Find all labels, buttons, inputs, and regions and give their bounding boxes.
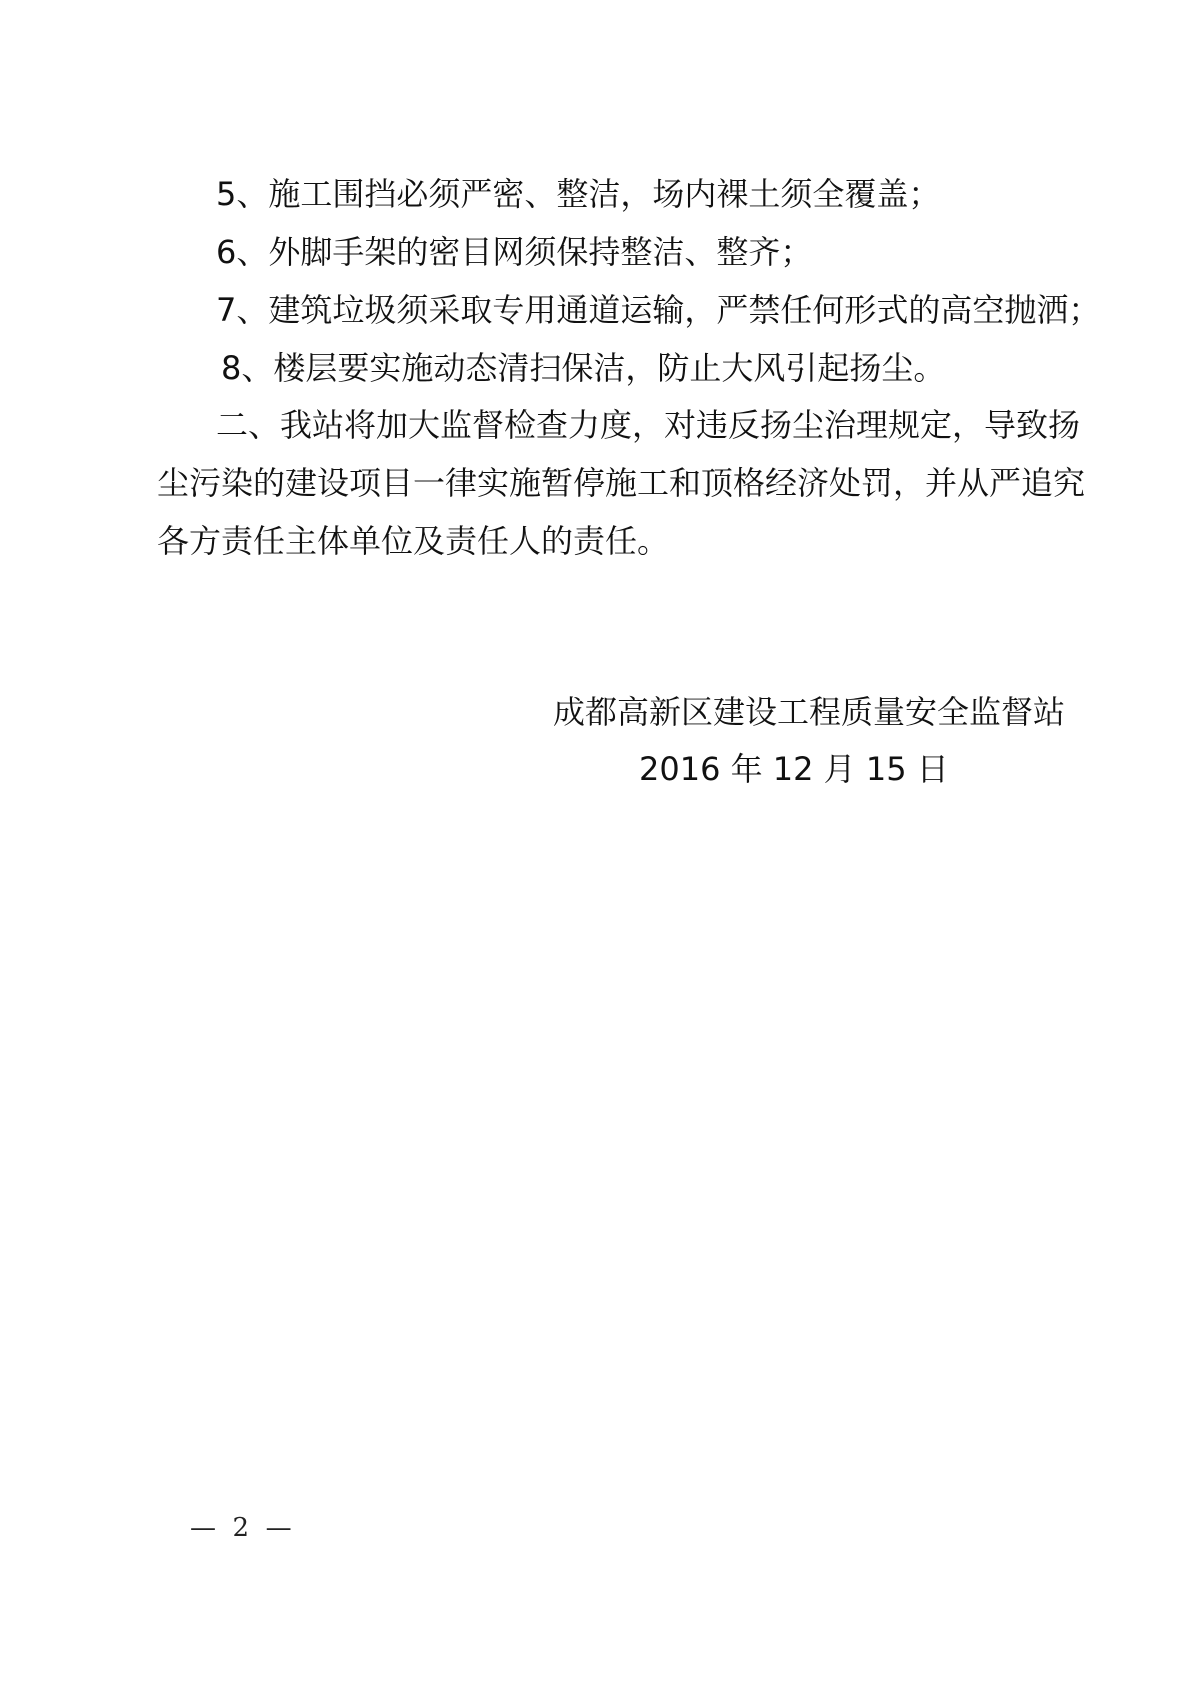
list-item-8: 8、楼层要实施动态清扫保洁，防止大风引起扬尘。 [221, 349, 946, 387]
paragraph-line-2: 尘污染的建设项目一律实施暂停施工和顶格经济处罚，并从严追究 [157, 464, 1086, 502]
list-item-7: 7、建筑垃圾须采取专用通道运输，严禁任何形式的高空抛洒； [216, 291, 1101, 329]
signature-organization: 成都高新区建设工程质量安全监督站 [553, 693, 1066, 731]
list-item-5: 5、施工围挡必须严密、整洁，场内裸土须全覆盖； [216, 175, 941, 213]
paragraph-line-3: 各方责任主体单位及责任人的责任。 [157, 522, 670, 560]
list-item-6: 6、外脚手架的密目网须保持整洁、整齐； [216, 233, 813, 271]
paragraph-line-1: 二、我站将加大监督检查力度，对违反扬尘治理规定，导致扬 [216, 406, 1081, 444]
signature-date: 2016 年 12 月 15 日 [639, 750, 949, 788]
page-number: — 2 — [190, 1513, 292, 1543]
